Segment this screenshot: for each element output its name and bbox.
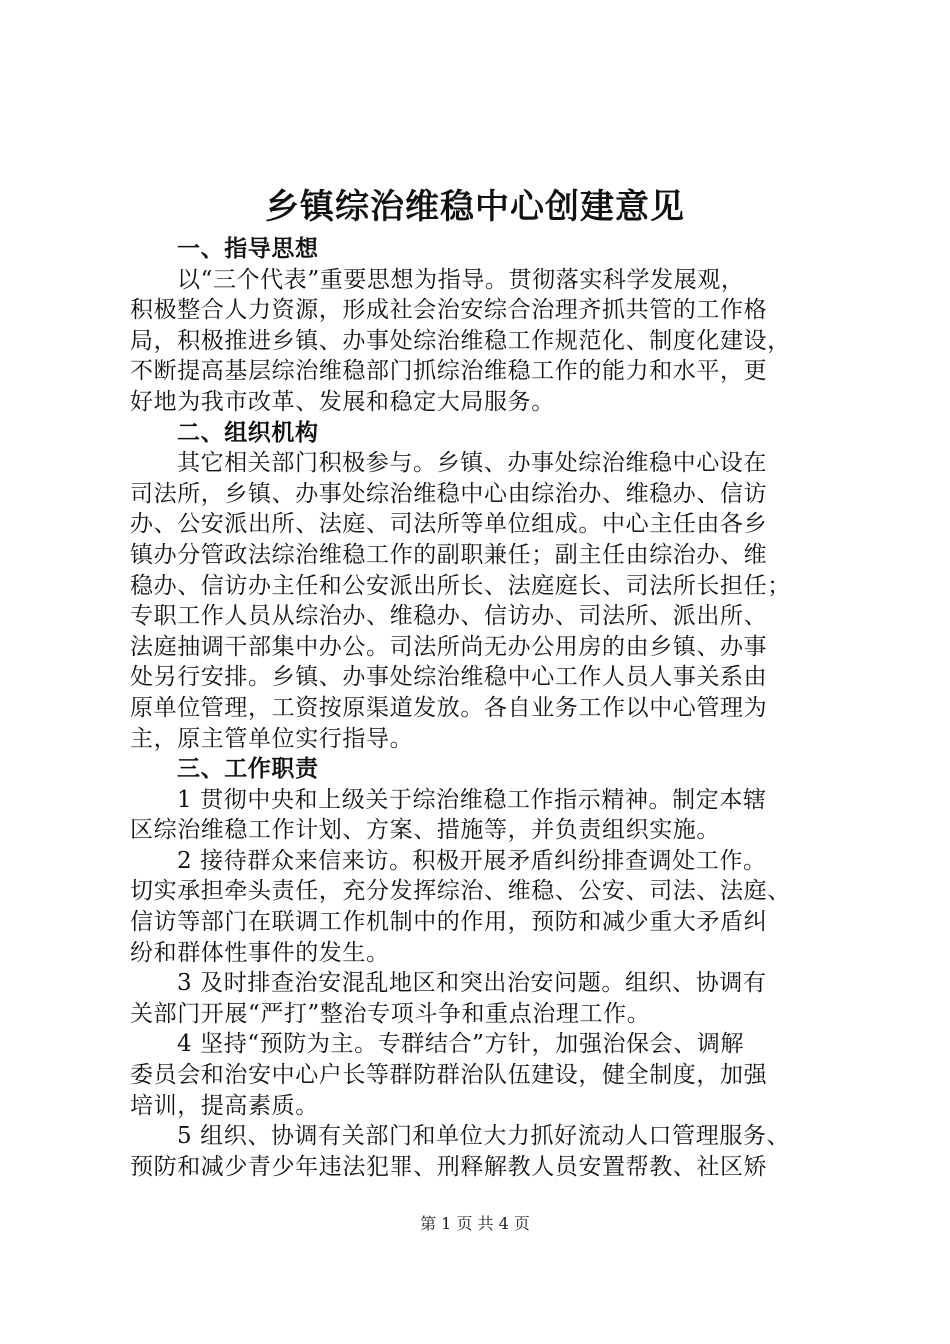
paragraph-first-line: 5 组织、协调有关部门和单位大力抓好流动人口管理服务、 — [177, 1123, 791, 1150]
body-text-line: 纷和群体性事件的发生。 — [130, 939, 390, 966]
body-text-line: 主，原主管单位实行指导。 — [130, 725, 414, 752]
body-text-line: 关部门开展“严打”整治专项斗争和重点治理工作。 — [130, 1000, 651, 1027]
body-text-line: 委员会和治安中心户长等群防群治队伍建设，健全制度，加强 — [130, 1062, 768, 1089]
paragraph-first-line: 4 坚持“预防为主。专群结合”方针，加强治保会、调解 — [177, 1031, 745, 1058]
section-heading: 二、组织机构 — [177, 419, 319, 446]
body-text-line: 区综治维稳工作计划、方案、措施等，并负责组织实施。 — [130, 817, 720, 844]
paragraph-first-line: 3 及时排查治安混乱地区和突出治安问题。组织、协调有 — [177, 970, 767, 997]
paragraph-first-line: 2 接待群众来信来访。积极开展矛盾纠纷排查调处工作。 — [177, 847, 767, 874]
body-text-line: 信访等部门在联调工作机制中的作用，预防和减少重大矛盾纠 — [130, 909, 768, 936]
body-text-line: 切实承担牵头责任，充分发挥综治、维稳、公安、司法、法庭、 — [130, 878, 791, 905]
section-heading: 一、指导思想 — [177, 236, 319, 262]
body-text-line: 稳办、信访办主任和公安派出所长、法庭庭长、司法所长担任； — [130, 572, 791, 599]
paragraph-first-line: 以“三个代表”重要思想为指导。贯彻落实科学发展观， — [177, 266, 745, 293]
section-heading: 三、工作职责 — [177, 756, 319, 783]
body-text-line: 法庭抽调干部集中办公。司法所尚无办公用房的由乡镇、办事 — [130, 633, 768, 660]
body-text-line: 局，积极推进乡镇、办事处综治维稳工作规范化、制度化建设， — [130, 327, 791, 354]
body-text-line: 原单位管理，工资按原渠道发放。各自业务工作以中心管理为 — [130, 694, 768, 721]
paragraph-first-line: 其它相关部门积极参与。乡镇、办事处综治维稳中心设在 — [177, 450, 767, 477]
body-text-line: 预防和减少青少年违法犯罪、刑释解教人员安置帮教、社区矫 — [130, 1153, 768, 1180]
body-text-line: 专职工作人员从综治办、维稳办、信访办、司法所、派出所、 — [130, 603, 768, 630]
body-text-line: 处另行安排。乡镇、办事处综治维稳中心工作人员人事关系由 — [130, 664, 768, 691]
body-text-line: 办、公安派出所、法庭、司法所等单位组成。中心主任由各乡 — [130, 511, 768, 538]
document-title: 乡镇综治维稳中心创建意见 — [265, 187, 685, 227]
body-text-line: 司法所，乡镇、办事处综治维稳中心由综治办、维稳办、信访 — [130, 480, 768, 507]
paragraph-first-line: 1 贯彻中央和上级关于综治维稳工作指示精神。制定本辖 — [177, 786, 767, 813]
body-text-line: 培训，提高素质。 — [130, 1092, 319, 1119]
body-text-line: 不断提高基层综治维稳部门抓综治维稳工作的能力和水平，更 — [130, 358, 768, 385]
body-text-line: 积极整合人力资源，形成社会治安综合治理齐抓共管的工作格 — [130, 297, 768, 324]
document-body — [130, 234, 842, 1182]
body-text-line: 好地为我市改革、发展和稳定大局服务。 — [130, 388, 555, 415]
body-text-line: 镇办分管政法综治维稳工作的副职兼任；副主任由综治办、维 — [130, 541, 768, 568]
page-footer: 第 1 页 共 4 页 — [420, 1214, 530, 1233]
